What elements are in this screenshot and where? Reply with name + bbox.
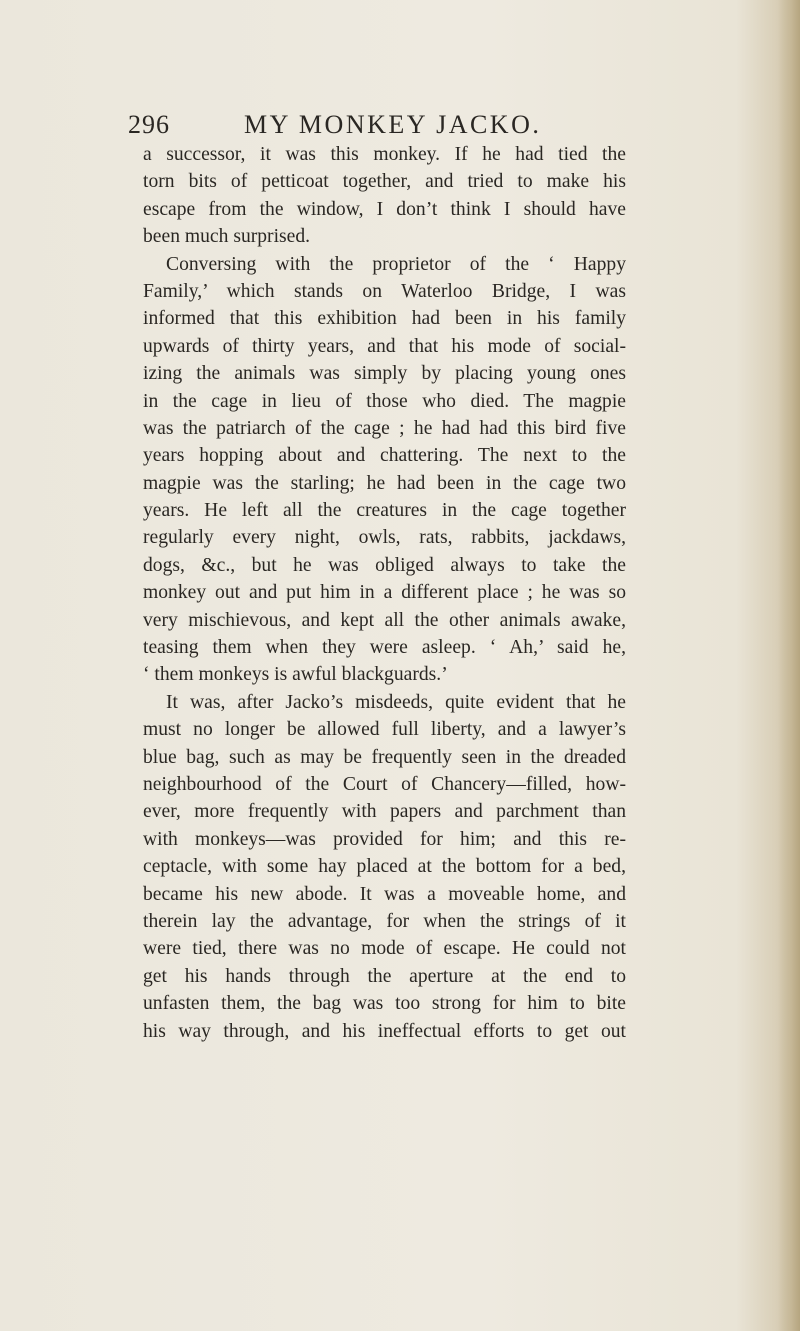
text-line: get his hands through the aperture at the end to	[143, 965, 626, 987]
text-line: Conversing with the proprietor of the ‘ Happy	[166, 253, 626, 275]
body-text	[143, 141, 626, 1045]
text-line: was the patriarch of the cage ; he had had this bird five	[143, 417, 626, 439]
text-line: ceptacle, with some hay placed at the bottom for a bed,	[143, 856, 626, 878]
text-line: torn bits of petticoat together, and tried to make his	[143, 171, 626, 193]
text-line: monkey out and put him in a different place ; he was so	[143, 582, 626, 604]
page-number: 296	[128, 110, 170, 139]
text-line: informed that this exhibition had been in his family	[143, 308, 626, 330]
page-edge-shadow	[778, 0, 800, 1331]
text-line: neighbourhood of the Court of Chancery—filled, how-	[143, 773, 626, 795]
running-title: MY MONKEY JACKO.	[244, 110, 542, 139]
text-line: escape from the window, I don’t think I should have	[143, 198, 626, 220]
text-line: years hopping about and chattering. The next to the	[143, 445, 626, 467]
text-line: a successor, it was this monkey. If he had tied the	[143, 144, 626, 165]
text-line: upwards of thirty years, and that his mode of social-	[143, 335, 626, 357]
text-line: were tied, there was no mode of escape. He could not	[143, 938, 626, 960]
text-line: therein lay the advantage, for when the strings of it	[143, 910, 626, 932]
text-line: Family,’ which stands on Waterloo Bridge, I was	[143, 280, 626, 302]
text-line: very mischievous, and kept all the other animals awake,	[143, 609, 626, 631]
text-line: ever, more frequently with papers and parchment than	[143, 801, 626, 823]
text-line: It was, after Jacko’s misdeeds, quite evident that he	[166, 691, 626, 713]
text-line: years. He left all the creatures in the cage together	[143, 500, 626, 522]
text-line: teasing them when they were asleep. ‘ Ah,’ said he,	[143, 637, 626, 659]
text-line: became his new abode. It was a moveable home, and	[143, 883, 626, 905]
text-line: regularly every night, owls, rats, rabbits, jackdaws,	[143, 527, 626, 549]
text-line: izing the animals was simply by placing young ones	[143, 363, 626, 385]
text-line: with monkeys—was provided for him; and this re-	[143, 828, 626, 850]
text-line: blue bag, such as may be frequently seen in the dreaded	[143, 746, 626, 768]
text-line: his way through, and his ineffectual efforts to get out	[143, 1020, 626, 1042]
text-line: dogs, &c., but he was obliged always to take the	[143, 554, 626, 576]
text-line: been much surprised.	[143, 226, 311, 248]
text-line: magpie was the starling; he had been in the cage two	[143, 472, 626, 494]
text-line: unfasten them, the bag was too strong for him to bite	[143, 993, 626, 1015]
text-line: in the cage in lieu of those who died. The magpie	[143, 390, 626, 412]
text-line: ‘ them monkeys is awful blackguards.’	[143, 664, 448, 686]
text-line: must no longer be allowed full liberty, and a lawyer’s	[143, 719, 626, 741]
